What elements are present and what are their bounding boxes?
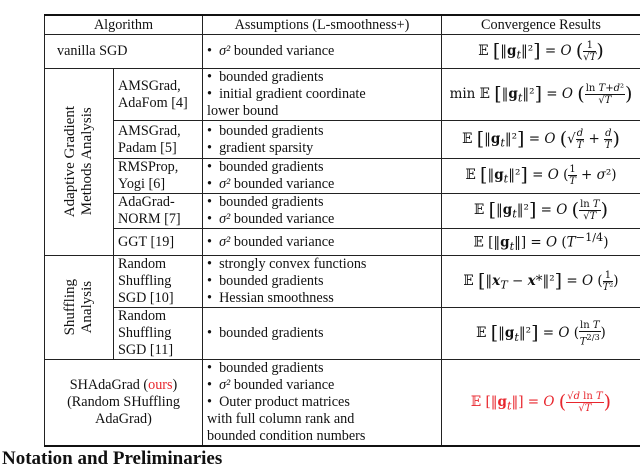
assumptions-cell: • strongly convex functions • bounded gradients • Hessian smoothness	[203, 256, 442, 308]
result-cell: 𝔼 $[‖g_t‖^2] = O$ ( $\frac{\text{ln T}}{√T}$ )	[442, 194, 640, 229]
result-cell: 𝔼 $[‖g_t‖^2] = O$ ( $\frac{\text{ln T}}{T^{2/3}}$ )	[442, 308, 640, 360]
algorithm-cell: SHAdaGrad (ours) (Random SHuffling AdaGrad)	[45, 360, 203, 447]
algorithm-cell: GGT [19]	[114, 229, 203, 256]
assumptions-cell: • bounded gradients • σ² bounded variance • Outer product matrices with full column rank and bounded condition numbers	[203, 360, 442, 447]
result-cell: 𝔼 $[‖g_t‖^2] = O$ (√ $\frac{d}{T}$ + $\frac{d}{T}$ )	[442, 121, 640, 159]
table-row	[45, 69, 640, 121]
section-heading: Notation and Preliminaries	[2, 448, 223, 469]
comparison-table	[44, 14, 640, 447]
algorithm-cell: RMSProp, Yogi [6]	[114, 159, 203, 194]
assumptions-cell: • bounded gradients • σ² bounded variance	[203, 159, 442, 194]
table-row	[45, 121, 640, 159]
assumptions-cell: • σ² bounded variance	[203, 35, 442, 69]
algorithm-cell: Random Shuffling SGD [10]	[114, 256, 203, 308]
group-label-shuffling: Shuffling Analysis	[45, 256, 114, 360]
assumptions-cell: • bounded gradients	[203, 308, 442, 360]
algorithm-cell: AdaGrad- NORM [7]	[114, 194, 203, 229]
assumptions-cell: • bounded gradients • σ² bounded variance	[203, 194, 442, 229]
ours-tag: ours	[148, 377, 173, 394]
assumptions-cell: • σ² bounded variance	[203, 229, 442, 256]
table-header-row	[45, 15, 640, 35]
algorithm-cell: AMSGrad, Padam [5]	[114, 121, 203, 159]
table-row	[45, 256, 640, 308]
result-cell-highlighted: 𝔼 $[‖g_t‖] = O$ ( $\frac{\text{√d ln T}}{√T}$ )	[442, 360, 640, 447]
table-row	[45, 229, 640, 256]
table-row	[45, 194, 640, 229]
assumptions-cell: • bounded gradients • initial gradient coordinate lower bound	[203, 69, 442, 121]
table-row	[45, 159, 640, 194]
table-row-ours	[45, 360, 640, 447]
table-row	[45, 308, 640, 360]
algorithm-cell: vanilla SGD	[45, 35, 203, 69]
result-cell: 𝔼 [$‖x_T$ − x*‖²] = O ( $\frac{1}{\text{T²}}$ )	[442, 256, 640, 308]
algorithm-cell: AMSGrad, AdaFom [4]	[114, 69, 203, 121]
result-cell: min 𝔼 $[‖g_t‖^2] = O$ ( $\frac{\text{ln T+d²}}{√T}$ )	[442, 69, 640, 121]
table-row	[45, 35, 640, 69]
header-assumptions: Assumptions (L-smoothness+)	[203, 15, 442, 35]
assumptions-cell: • bounded gradients • gradient sparsity	[203, 121, 442, 159]
result-cell: 𝔼 $[‖g_t‖^2] = O$ ( $\frac{1}{T}$ + σ²)	[442, 159, 640, 194]
algorithm-cell: Random Shuffling SGD [11]	[114, 308, 203, 360]
result-cell: 𝔼 $[‖g_t‖] = O$ $(T^{-1/4})$	[442, 229, 640, 256]
header-algorithm: Algorithm	[45, 15, 203, 35]
header-results: Convergence Results	[442, 15, 640, 35]
result-cell: 𝔼 $[‖g_t‖^2] = O$ ( $\frac{1}{√T}$ )	[442, 35, 640, 69]
group-label-adaptive: Adaptive Gradient Methods Analysis	[45, 69, 114, 256]
